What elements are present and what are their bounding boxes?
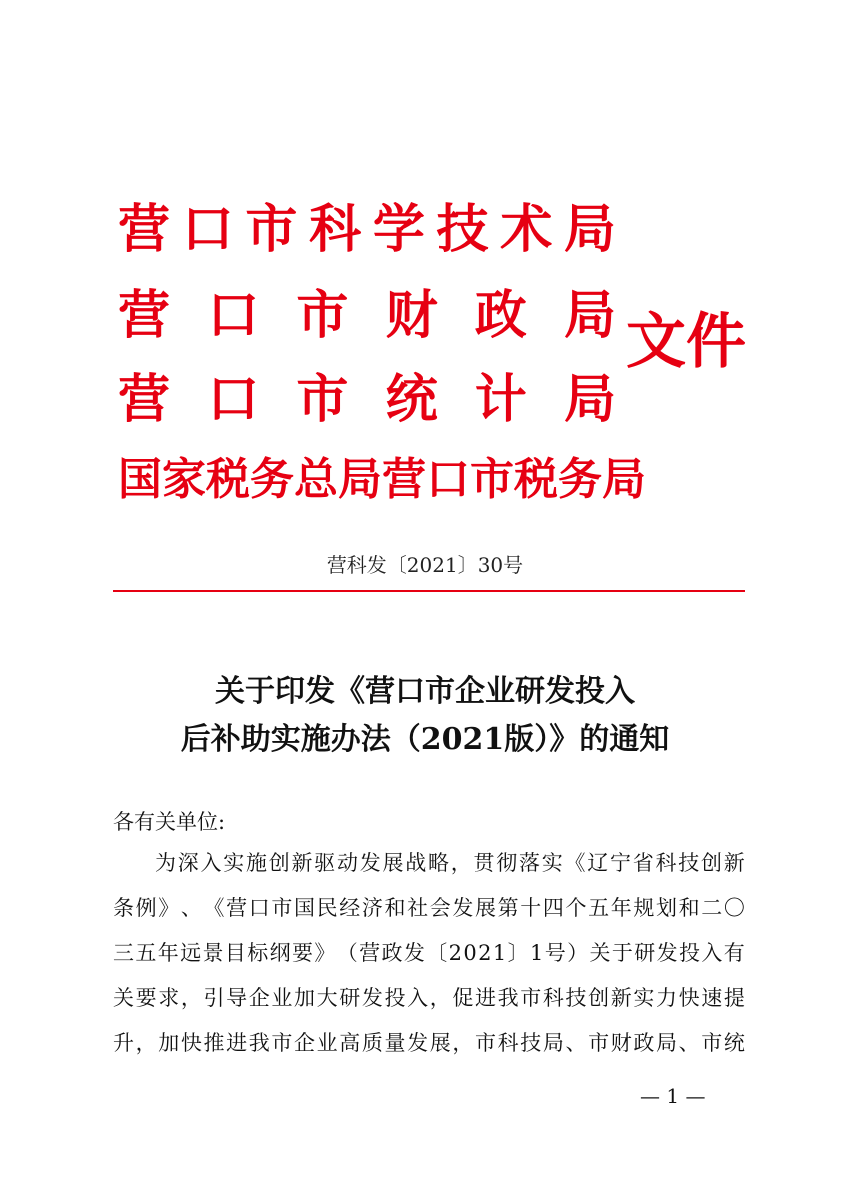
title-line-1: 关于印发《营口市企业研发投入 bbox=[215, 674, 635, 709]
issuer-statistics-bureau: 营 口 市 统 计 局 bbox=[118, 369, 616, 430]
document-number: 营科发〔2021〕30号 bbox=[326, 553, 524, 577]
issuer-tax-bureau: 国 家 税 务 总 局 营 口 市 税 务 局 bbox=[118, 454, 646, 505]
body-line: 为 深 入 实 施 创 新 驱 动 发 展 战 略 ， 贯 彻 落 实 《 辽 宁 省 科 技 创 新 bbox=[155, 851, 745, 875]
issuer-finance-bureau: 营 口 市 财 政 局 bbox=[118, 285, 616, 346]
notice-title bbox=[0, 668, 850, 764]
document-suffix: 文件 bbox=[626, 307, 746, 377]
title-line-2: 后补助实施办法（2021版）》的通知 bbox=[180, 722, 670, 757]
red-divider bbox=[113, 590, 745, 592]
body-line: 三 五 年 远 景 目 标 纲 要 》 （ 营 政 发 〔 2 0 2 1 〕 1 号 ） 关 于 研 发 投 入 有 bbox=[113, 941, 745, 965]
body-line: 升 ， 加 快 推 进 我 市 企 业 高 质 量 发 展 ， 市 科 技 局 、 市 财 政 局 、 市 统 bbox=[113, 1031, 745, 1055]
body-line: 关 要 求 ， 引 导 企 业 加 大 研 发 投 入 ， 促 进 我 市 科 技 创 新 实 力 快 速 提 bbox=[113, 986, 745, 1010]
page-number: — 1 — bbox=[640, 1084, 706, 1108]
issuer-science-bureau: 营 口 市 科 学 技 术 局 bbox=[118, 199, 616, 260]
body-paragraph bbox=[113, 843, 745, 1068]
body-line: 条 例 》 、 《 营 口 市 国 民 经 济 和 社 会 发 展 第 十 四 个 五 年 规 划 和 二 〇 bbox=[113, 896, 745, 920]
salutation: 各有关单位: bbox=[113, 810, 226, 834]
red-header bbox=[118, 198, 758, 508]
